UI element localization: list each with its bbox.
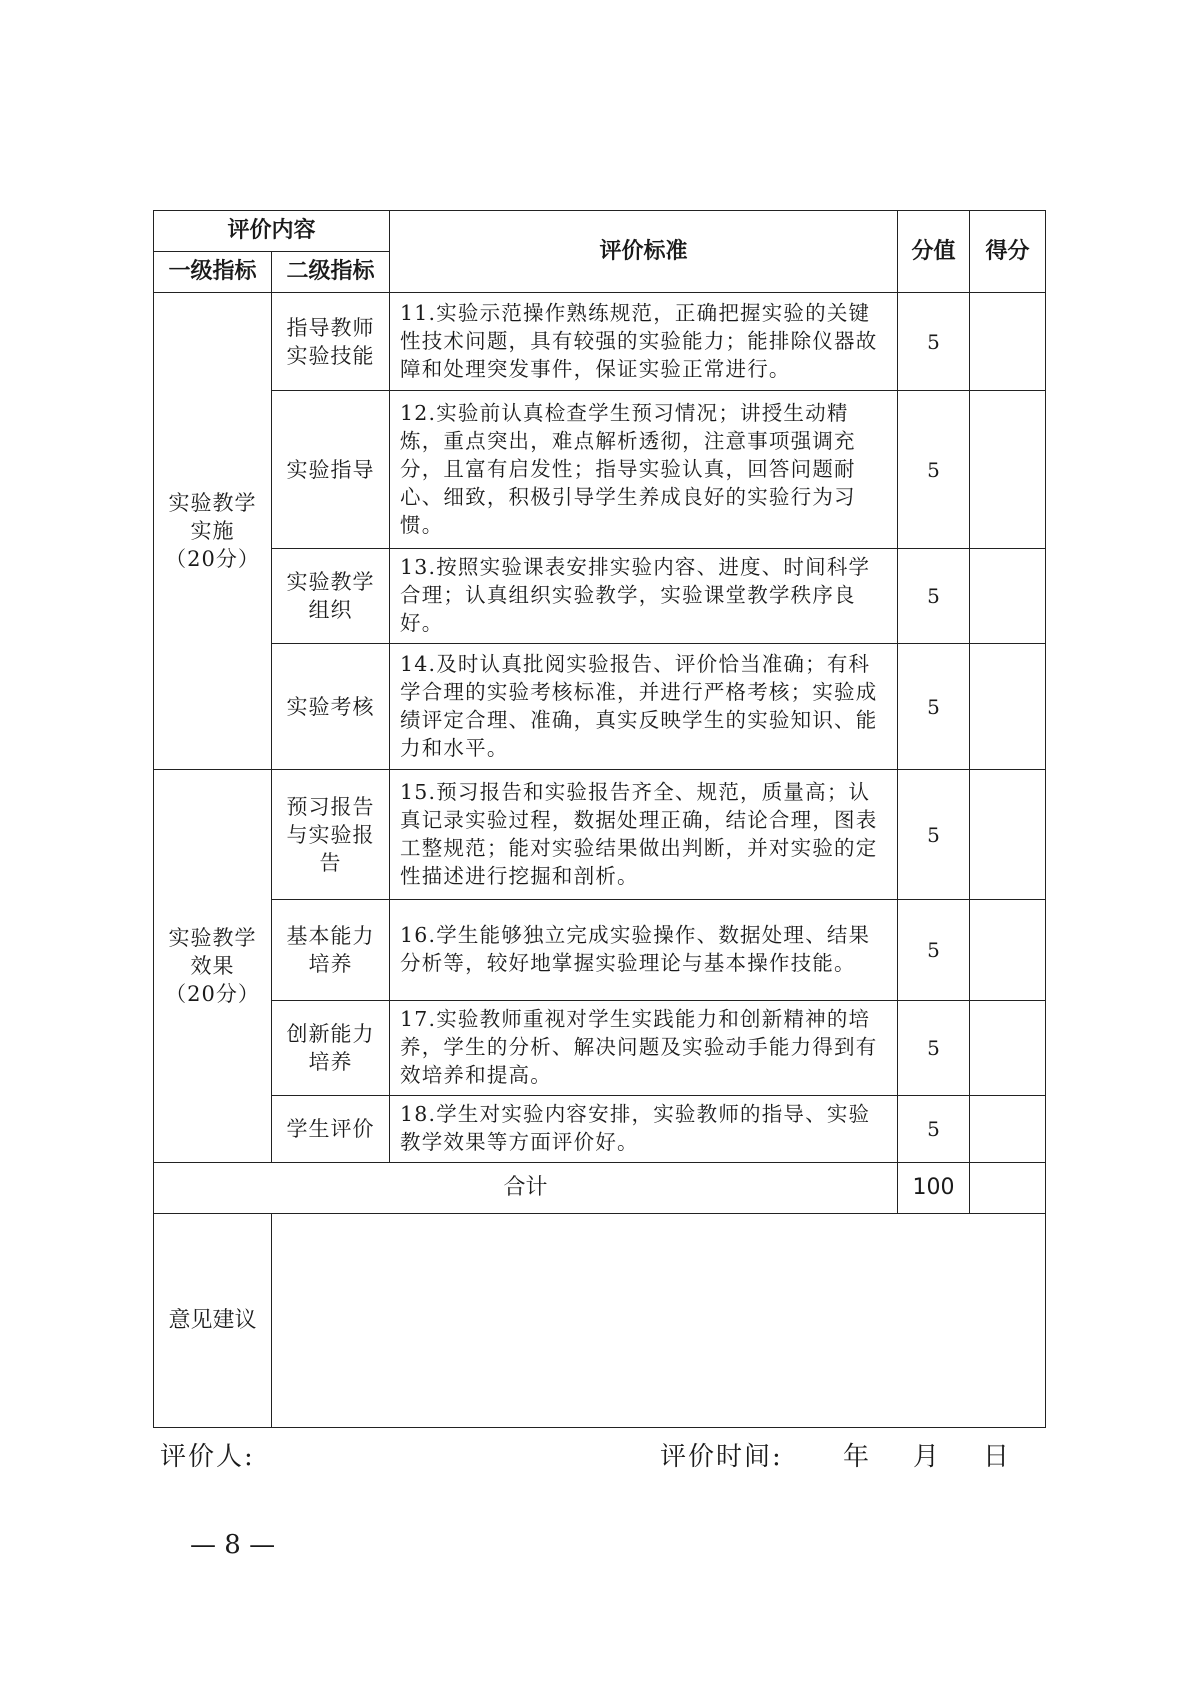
level1-indicator: 实验教学 实施 （20分） [154, 293, 272, 770]
points-value: 5 [898, 293, 970, 391]
criteria-row [154, 1096, 1046, 1163]
total-points: 100 [898, 1163, 970, 1214]
criteria-row [154, 900, 1046, 1001]
criteria-text: 11.实验示范操作熟练规范，正确把握实验的关键性技术问题，具有较强的实验能力；能排除仪器故障和处理突发事件，保证实验正常进行。 [390, 293, 898, 391]
points-value: 5 [898, 770, 970, 900]
points-value: 5 [898, 900, 970, 1001]
level2-indicator: 实验教学 组织 [272, 549, 390, 644]
criteria-row [154, 293, 1046, 391]
level2-indicator: 创新能力 培养 [272, 1001, 390, 1096]
level2-indicator: 预习报告 与实验报 告 [272, 770, 390, 900]
score-cell[interactable] [970, 1096, 1046, 1163]
score-cell[interactable] [970, 770, 1046, 900]
page-number: — 8 — [190, 1530, 276, 1560]
level2-indicator: 实验考核 [272, 644, 390, 770]
year-label: 年 [843, 1442, 872, 1472]
criteria-text: 14.及时认真批阅实验报告、评价恰当准确；有科学合理的实验考核标准，并进行严格考核；实验成绩评定合理、准确，真实反映学生的实验知识、能力和水平。 [390, 644, 898, 770]
score-cell[interactable] [970, 549, 1046, 644]
level2-indicator: 学生评价 [272, 1096, 390, 1163]
evaluation-time-label: 评价时间: [660, 1442, 783, 1472]
criteria-row [154, 644, 1046, 770]
score-cell[interactable] [970, 391, 1046, 549]
day-label: 日 [983, 1442, 1012, 1472]
header-content-group: 评价内容 [154, 211, 390, 252]
criteria-row [154, 1001, 1046, 1096]
criteria-text: 18.学生对实验内容安排，实验教师的指导、实验教学效果等方面评价好。 [390, 1096, 898, 1163]
score-cell[interactable] [970, 644, 1046, 770]
points-value: 5 [898, 391, 970, 549]
points-value: 5 [898, 644, 970, 770]
total-score-cell[interactable] [970, 1163, 1046, 1214]
score-cell[interactable] [970, 1001, 1046, 1096]
criteria-text: 15.预习报告和实验报告齐全、规范，质量高；认真记录实验过程，数据处理正确，结论合理，图表工整规范；能对实验结果做出判断，并对实验的定性描述进行挖掘和剖析。 [390, 770, 898, 900]
opinion-field[interactable] [272, 1214, 1046, 1428]
opinion-label: 意见建议 [154, 1214, 272, 1428]
score-cell[interactable] [970, 293, 1046, 391]
criteria-row [154, 770, 1046, 900]
header-score: 得分 [970, 211, 1046, 293]
evaluation-table [153, 210, 1046, 1428]
points-value: 5 [898, 1096, 970, 1163]
criteria-text: 17.实验教师重视对学生实践能力和创新精神的培养，学生的分析、解决问题及实验动手能力得到有效培养和提高。 [390, 1001, 898, 1096]
evaluator-label: 评价人: [160, 1442, 255, 1472]
criteria-row [154, 391, 1046, 549]
score-cell[interactable] [970, 900, 1046, 1001]
header-points: 分值 [898, 211, 970, 293]
header-level1: 一级指标 [154, 252, 272, 293]
criteria-text: 16.学生能够独立完成实验操作、数据处理、结果分析等，较好地掌握实验理论与基本操作技能。 [390, 900, 898, 1001]
criteria-text: 12.实验前认真检查学生预习情况；讲授生动精炼，重点突出，难点解析透彻，注意事项强调充分，且富有启发性；指导实验认真，回答问题耐心、细致，积极引导学生养成良好的实验行为习惯。 [390, 391, 898, 549]
criteria-row [154, 549, 1046, 644]
level2-indicator: 基本能力 培养 [272, 900, 390, 1001]
month-label: 月 [913, 1442, 942, 1472]
points-value: 5 [898, 1001, 970, 1096]
level2-indicator: 实验指导 [272, 391, 390, 549]
total-label: 合计 [154, 1163, 898, 1214]
header-level2: 二级指标 [272, 252, 390, 293]
level2-indicator: 指导教师 实验技能 [272, 293, 390, 391]
level1-indicator: 实验教学 效果 （20分） [154, 770, 272, 1163]
points-value: 5 [898, 549, 970, 644]
header-criteria: 评价标准 [390, 211, 898, 293]
criteria-text: 13.按照实验课表安排实验内容、进度、时间科学合理；认真组织实验教学，实验课堂教学秩序良好。 [390, 549, 898, 644]
